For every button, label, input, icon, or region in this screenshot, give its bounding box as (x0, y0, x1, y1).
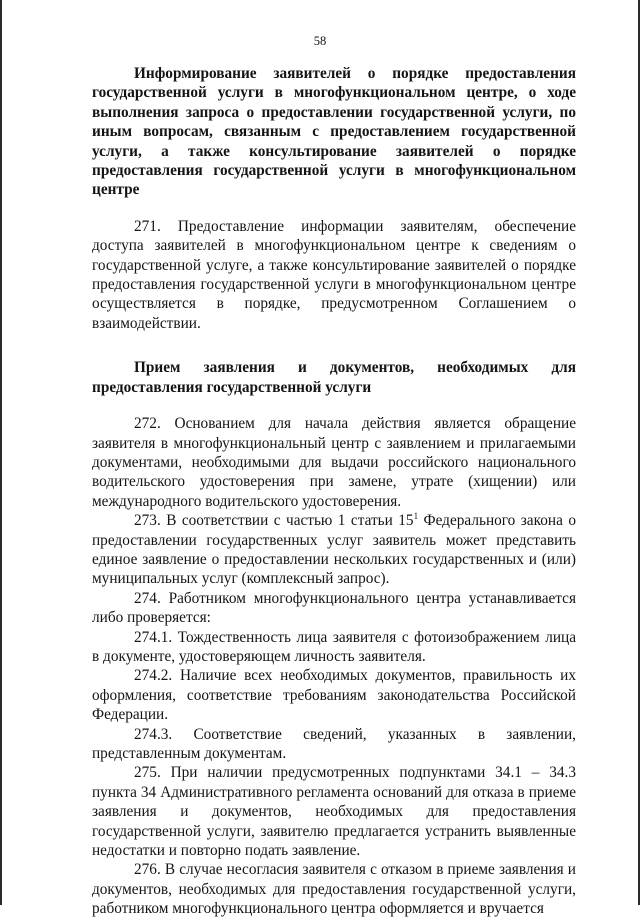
section-heading-informing-text: Информирование заявителей о порядке предоставления государственной услуги в многофункциональном центре, о ходе выполнения запроса о предоставлении государственной услуги, по иным вопросам, связанным с предоставлением государственной услуги, а также консультирование заявителей о порядке предоставления государственной услуги в многофункциональном центре (92, 65, 576, 199)
paragraph-274-1: 274.1. Тождественность лица заявителя с фотоизображением лица в документе, удостоверяющем личность заявителя. (92, 628, 576, 665)
footnote-superscript: 1 (413, 511, 419, 522)
page-number: 58 (313, 34, 327, 48)
paragraph-273-start: 273. В соответствии с частью 1 статьи 15 (134, 512, 414, 530)
paragraph-275: 275. При наличии предусмотренных подпунктами 34.1 – 34.3 пункта 34 Административного регламента оснований для отказа в приеме заявления и документов, необходимых для предоставления государственной услуги, заявителю предлагается устранить выявленные недостатки и повторно подать заявление. (92, 764, 576, 860)
page-content (92, 64, 576, 919)
paragraph-273 (92, 511, 576, 589)
paragraph-274-3: 274.3. Соответствие сведений, указанных в заявлении, представленным документам. (92, 725, 576, 762)
paragraph-273-end: Федерального закона о предоставлении государственных услуг заявитель может представить единое заявление о предоставлении нескольких государственных и (или) муниципальных услуг (комплексный запрос). (92, 512, 576, 588)
paragraph-276: 276. В случае несогласия заявителя с отказом в приеме заявления и документов, необходимых для предоставления государственной услуги, работником многофункционального центра оформляется и вручается (92, 861, 576, 918)
section-heading-reception (92, 358, 576, 397)
paragraph-274: 274. Работником многофункционального центра устанавливается либо проверяется: (92, 589, 576, 627)
spacer (92, 397, 576, 414)
paragraph-274-2: 274.2. Наличие всех необходимых документов, правильность их оформления, соответствие требованиям законодательства Российской Федерации. (92, 667, 576, 724)
section-heading-informing (92, 64, 576, 200)
spacer (92, 333, 576, 358)
paragraph-271: 271. Предоставление информации заявителям, обеспечение доступа заявителей в многофункциональном центре к сведениям о государственной услуге, а также консультирование заявителей о порядке предоставления государственной услуги в многофункциональном центре осуществляется в порядке, предусмотренном Соглашением о взаимодействии. (92, 217, 576, 332)
spacer (92, 200, 576, 217)
section-heading-reception-text: Прием заявления и документов, необходимых для предоставления государственной услуги (92, 359, 576, 396)
paragraph-272: 272. Основанием для начала действия является обращение заявителя в многофункциональный центр с заявлением и прилагаемыми документами, необходимыми для выдачи российского национального водительского удостоверения при замене, утрате (хищении) или международного водительского удостоверения. (92, 415, 576, 510)
